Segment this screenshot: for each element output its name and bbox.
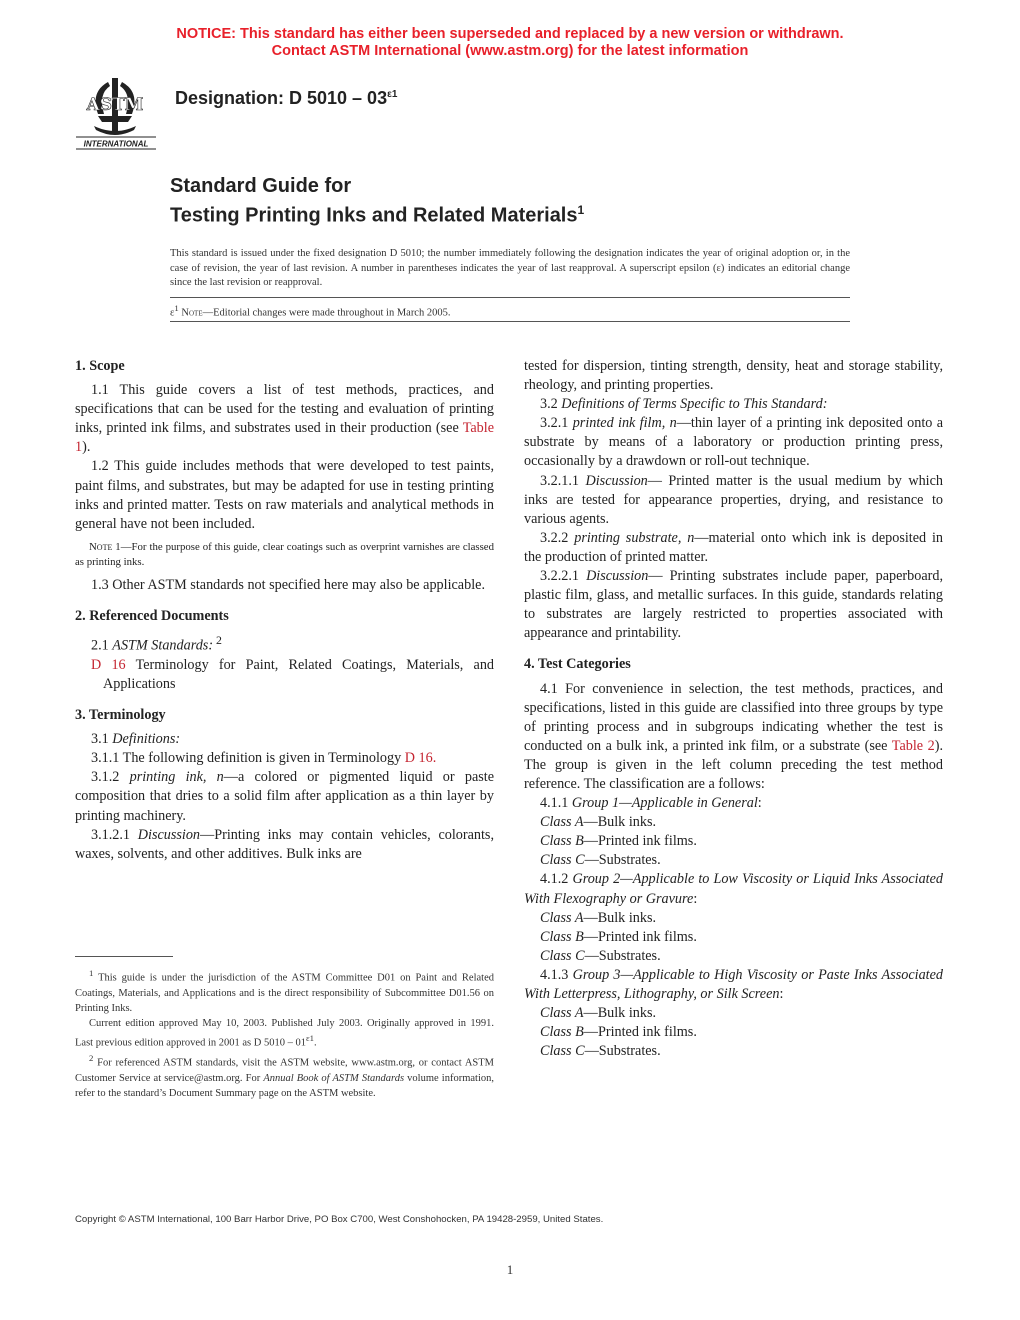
group-3-class-c: [524, 1042, 943, 1061]
section-heading-test-categories: 4. Test Categories: [524, 656, 631, 673]
designation: [175, 88, 397, 109]
para-3-2-1-1-text: — Printed matter is the usual medium by which inks are tested for appearance properties, drying, and resistance to various agents.: [524, 472, 943, 527]
class-b-label: Class B: [540, 1024, 584, 1041]
para-3-2-num: 3.2: [540, 396, 562, 413]
para-2-1-title: ASTM Standards:: [112, 637, 214, 654]
title-line-2-text: Testing Printing Inks and Related Materials: [170, 204, 578, 227]
group-2-title: Group 2—Applicable to Low Viscosity or Liquid Inks Associated With Flexography or Gravure: [524, 871, 944, 907]
colon: :: [693, 890, 698, 907]
notice-line-2: Contact ASTM International (www.astm.org) for the latest information: [271, 43, 749, 59]
page-number: 1: [506, 1262, 514, 1277]
group-3-class-b: [524, 1023, 943, 1042]
footnote-2-text: For referenced ASTM standards, visit the ASTM website, www.astm.org, or contact ASTM Customer Service at service@astm.org. For: [75, 1057, 495, 1084]
para-2-1-num: 2.1: [91, 637, 113, 654]
para-3-2-title: Definitions of Terms Specific to This Standard:: [561, 396, 828, 413]
para-3-2-2: [524, 529, 943, 567]
class-c-text: —Substrates.: [584, 947, 661, 964]
note-1-text: 1—For the purpose of this guide, clear coatings such as overprint varnishes are classed as printing inks.: [75, 540, 494, 568]
para-1-1: [75, 381, 494, 457]
notice-line-1: NOTICE: This standard has either been superseded and replaced by a new version or withdrawn.: [176, 26, 844, 42]
group-1-class-b: [524, 832, 943, 851]
para-3-2-1-num: 3.2.1: [540, 415, 573, 432]
para-3-2-1-1-num: 3.2.1.1: [540, 472, 586, 489]
ref-d16: [75, 656, 494, 694]
group-1: [524, 794, 943, 813]
para-1-1-text: 1.1 This guide covers a list of test methods, practices, and specifications that can be used for the testing and evaluation of printing inks, printed ink films, and substrates used in their production (see: [75, 382, 494, 437]
note-1-label: Note: [89, 540, 113, 553]
continued-text: tested for dispersion, tinting strength, density, heat and storage stability, rheology, and printing properties.: [524, 358, 943, 394]
para-3-2-2-num: 3.2.2: [540, 529, 575, 546]
class-c-label: Class C: [540, 947, 585, 964]
group-2-class-a: [524, 909, 943, 928]
epsilon-note-text: —Editorial changes were made throughout in March 2005.: [202, 307, 451, 319]
d16-link-2[interactable]: D 16.: [404, 750, 437, 767]
designation-sup: ε1: [387, 89, 398, 100]
class-a-text: —Bulk inks.: [583, 909, 657, 926]
discussion-label: Discussion: [586, 568, 649, 585]
class-a-label: Class A: [540, 1005, 584, 1022]
footnote-2-book: Annual Book of ASTM Standards: [263, 1072, 405, 1084]
colon: :: [757, 795, 762, 812]
para-3-1-2-text: —a colored or pigmented liquid or paste composition that dries to a solid film after application as a thin layer by printing machinery.: [75, 769, 494, 824]
footnote-1b: [75, 1016, 494, 1051]
group-3: [524, 966, 943, 1004]
title-footnote-marker: 1: [577, 203, 585, 217]
para-3-1-2-num: 3.1.2: [91, 769, 130, 786]
footnote-2: [75, 1051, 494, 1101]
left-column: [75, 357, 494, 864]
footnote-2-marker: 2: [213, 633, 222, 648]
d16-link[interactable]: D 16: [91, 656, 126, 673]
footnote-1b-sup: ε1: [305, 1033, 315, 1044]
para-3-1-2: [75, 768, 494, 825]
table-2-link[interactable]: Table 2: [891, 737, 935, 754]
divider-top: [170, 297, 850, 298]
para-3-2-2-text: —material onto which ink is deposited in the production of printed matter.: [524, 529, 944, 565]
class-a-label: Class A: [540, 814, 584, 831]
para-3-1: [75, 730, 494, 749]
footnote-1-text: This guide is under the jurisdiction of the ASTM Committee D01 on Paint and Related Coatings, Materials, and Applications and is the direct responsibility of Subcommittee D01.56 on Printing Inks.: [75, 972, 494, 1014]
issued-statement: This standard is issued under the fixed designation D 5010; the number immediately following the designation indicates the year of original adoption or, in the case of revision, the year of last revision. A number in parentheses indicates the year of last reapproval. A superscript epsilon (ε) indicates an editorial change since the last revision or reapproval.: [170, 248, 850, 288]
designation-label: Designation: D 5010 – 03: [175, 88, 388, 108]
document-title: [170, 174, 584, 228]
para-3-1-2-1-num: 3.1.2.1: [91, 826, 138, 843]
logo-text: ASTM: [86, 95, 144, 115]
term-printing-ink: printing ink, n: [129, 769, 224, 786]
para-3-1-1: [75, 749, 494, 768]
para-3-2-2-1-text: — Printing substrates include paper, paperboard, plastic film, glass, and metallic surfaces. In this guide, standards relating to substrates are largely restricted to properties associated with appearance and printability.: [524, 568, 944, 642]
colon: :: [779, 986, 784, 1002]
group-3-title: Group 3—Applicable to High Viscosity or Paste Inks Associated With Letterpress, Lithography, or Silk Screen: [524, 966, 943, 1002]
section-heading-scope: 1. Scope: [75, 358, 125, 374]
para-3-1-title: Definitions:: [112, 731, 181, 748]
para-3-1-2-1-text: —Printing inks may contain vehicles, colorants, waxes, solvents, and other additives. Bulk inks are: [75, 826, 495, 862]
footnote-1b-end: .: [314, 1037, 317, 1049]
footnote-1: [75, 966, 494, 1016]
para-3-2-2-1-num: 3.2.2.1: [540, 568, 587, 585]
class-b-label: Class B: [540, 928, 584, 945]
para-3-2-1: [524, 414, 943, 471]
group-2-class-c: [524, 947, 943, 966]
class-a-text: —Bulk inks.: [583, 814, 657, 831]
discussion-label: Discussion: [137, 826, 201, 843]
epsilon-note-label: Note: [181, 307, 203, 319]
class-b-text: —Printed ink films.: [583, 833, 697, 850]
para-1-3: 1.3 Other ASTM standards not specified here may also be applicable.: [91, 576, 485, 593]
para-3-1-num: 3.1: [91, 731, 113, 748]
group-1-title: Group 1—Applicable in General: [571, 795, 758, 812]
group-3-class-a: [524, 1004, 943, 1023]
epsilon-note: [170, 303, 450, 319]
class-a-label: Class A: [540, 909, 584, 926]
para-2-1: [75, 631, 494, 656]
section-heading-terminology: 3. Terminology: [75, 707, 166, 724]
table-1-link[interactable]: Table 1: [75, 420, 494, 456]
footnote-2-end: volume information, refer to the standard’s Document Summary page on the ASTM website.: [75, 1072, 494, 1099]
para-3-1-1-text: 3.1.1 The following definition is given in Terminology: [91, 750, 405, 767]
epsilon-marker: ε: [170, 307, 175, 319]
footnote-1b-text: Current edition approved May 10, 2003. Published July 2003. Originally approved in 1991. Last previous edition approved in 2001 as D 5010 – 01: [75, 1018, 494, 1049]
group-3-num: 4.1.3: [540, 966, 573, 983]
withdrawal-notice: [0, 26, 1020, 60]
section-heading-referenced-documents: 2. Referenced Documents: [75, 607, 229, 624]
class-c-text: —Substrates.: [584, 1043, 661, 1060]
para-3-2-1-text: —thin layer of a printing ink deposited onto a substrate by means of a laboratory or production printing press, occasionally by a drawdown or roll-out technique.: [524, 415, 943, 470]
para-4-1-end: ). The group is given in the left column preceding the test method reference. The classification are a follows:: [524, 737, 943, 792]
para-3-2-1-1: [524, 472, 943, 529]
discussion-label: Discussion: [585, 472, 648, 489]
class-b-text: —Printed ink films.: [583, 928, 697, 945]
para-1-2: 1.2 This guide includes methods that were developed to test paints, paint films, and substrates, but may be adapted for use in testing printing inks and printed matter. Tests on raw materials and analytical methods in general have not been included.: [75, 458, 494, 532]
title-line-2: [170, 198, 584, 228]
astm-logo: [68, 74, 162, 154]
class-a-text: —Bulk inks.: [583, 1005, 657, 1022]
class-c-label: Class C: [540, 852, 585, 869]
footnote-1-marker: 1: [89, 968, 94, 978]
right-column: [524, 357, 943, 1061]
epsilon-sup: 1: [174, 303, 179, 313]
class-c-text: —Substrates.: [584, 852, 661, 869]
para-1-1-end: ).: [82, 439, 91, 456]
footnotes: [75, 966, 494, 1101]
group-1-class-c: [524, 851, 943, 870]
group-1-class-a: [524, 813, 943, 832]
para-4-1-text: 4.1 For convenience in selection, the test methods, practices, and specifications, listed in this guide are classified into three groups by type of printing process and in subgroups indicating whether the test is conducted on a bulk ink, a printed ink film, or a substrate (see: [524, 680, 943, 754]
group-2: [524, 870, 943, 908]
ref-d16-text: Terminology for Paint, Related Coatings, Materials, and Applications: [103, 656, 495, 692]
footnote-rule: [75, 956, 173, 957]
title-line-1: Standard Guide for: [170, 175, 352, 197]
group-1-num: 4.1.1: [540, 795, 572, 812]
copyright: Copyright © ASTM International, 100 Barr Harbor Drive, PO Box C700, West Conshohocken, PA 19428-2959, United States.: [75, 1214, 604, 1225]
para-3-2-2-1: [524, 567, 943, 643]
term-printed-ink-film: printed ink film, n: [572, 415, 677, 432]
note-1: [75, 540, 494, 570]
para-4-1: [524, 680, 943, 795]
footnote-2-marker: 2: [89, 1053, 94, 1064]
term-printing-substrate: printing substrate, n: [574, 529, 695, 546]
class-b-text: —Printed ink films.: [583, 1024, 697, 1041]
divider-bottom: [170, 321, 850, 322]
class-c-label: Class C: [540, 1043, 585, 1060]
para-3-1-2-1: [75, 826, 494, 864]
class-b-label: Class B: [540, 833, 584, 850]
para-3-2: [524, 395, 943, 414]
group-2-num: 4.1.2: [540, 871, 573, 888]
group-2-class-b: [524, 928, 943, 947]
logo-subtext: INTERNATIONAL: [83, 139, 149, 149]
